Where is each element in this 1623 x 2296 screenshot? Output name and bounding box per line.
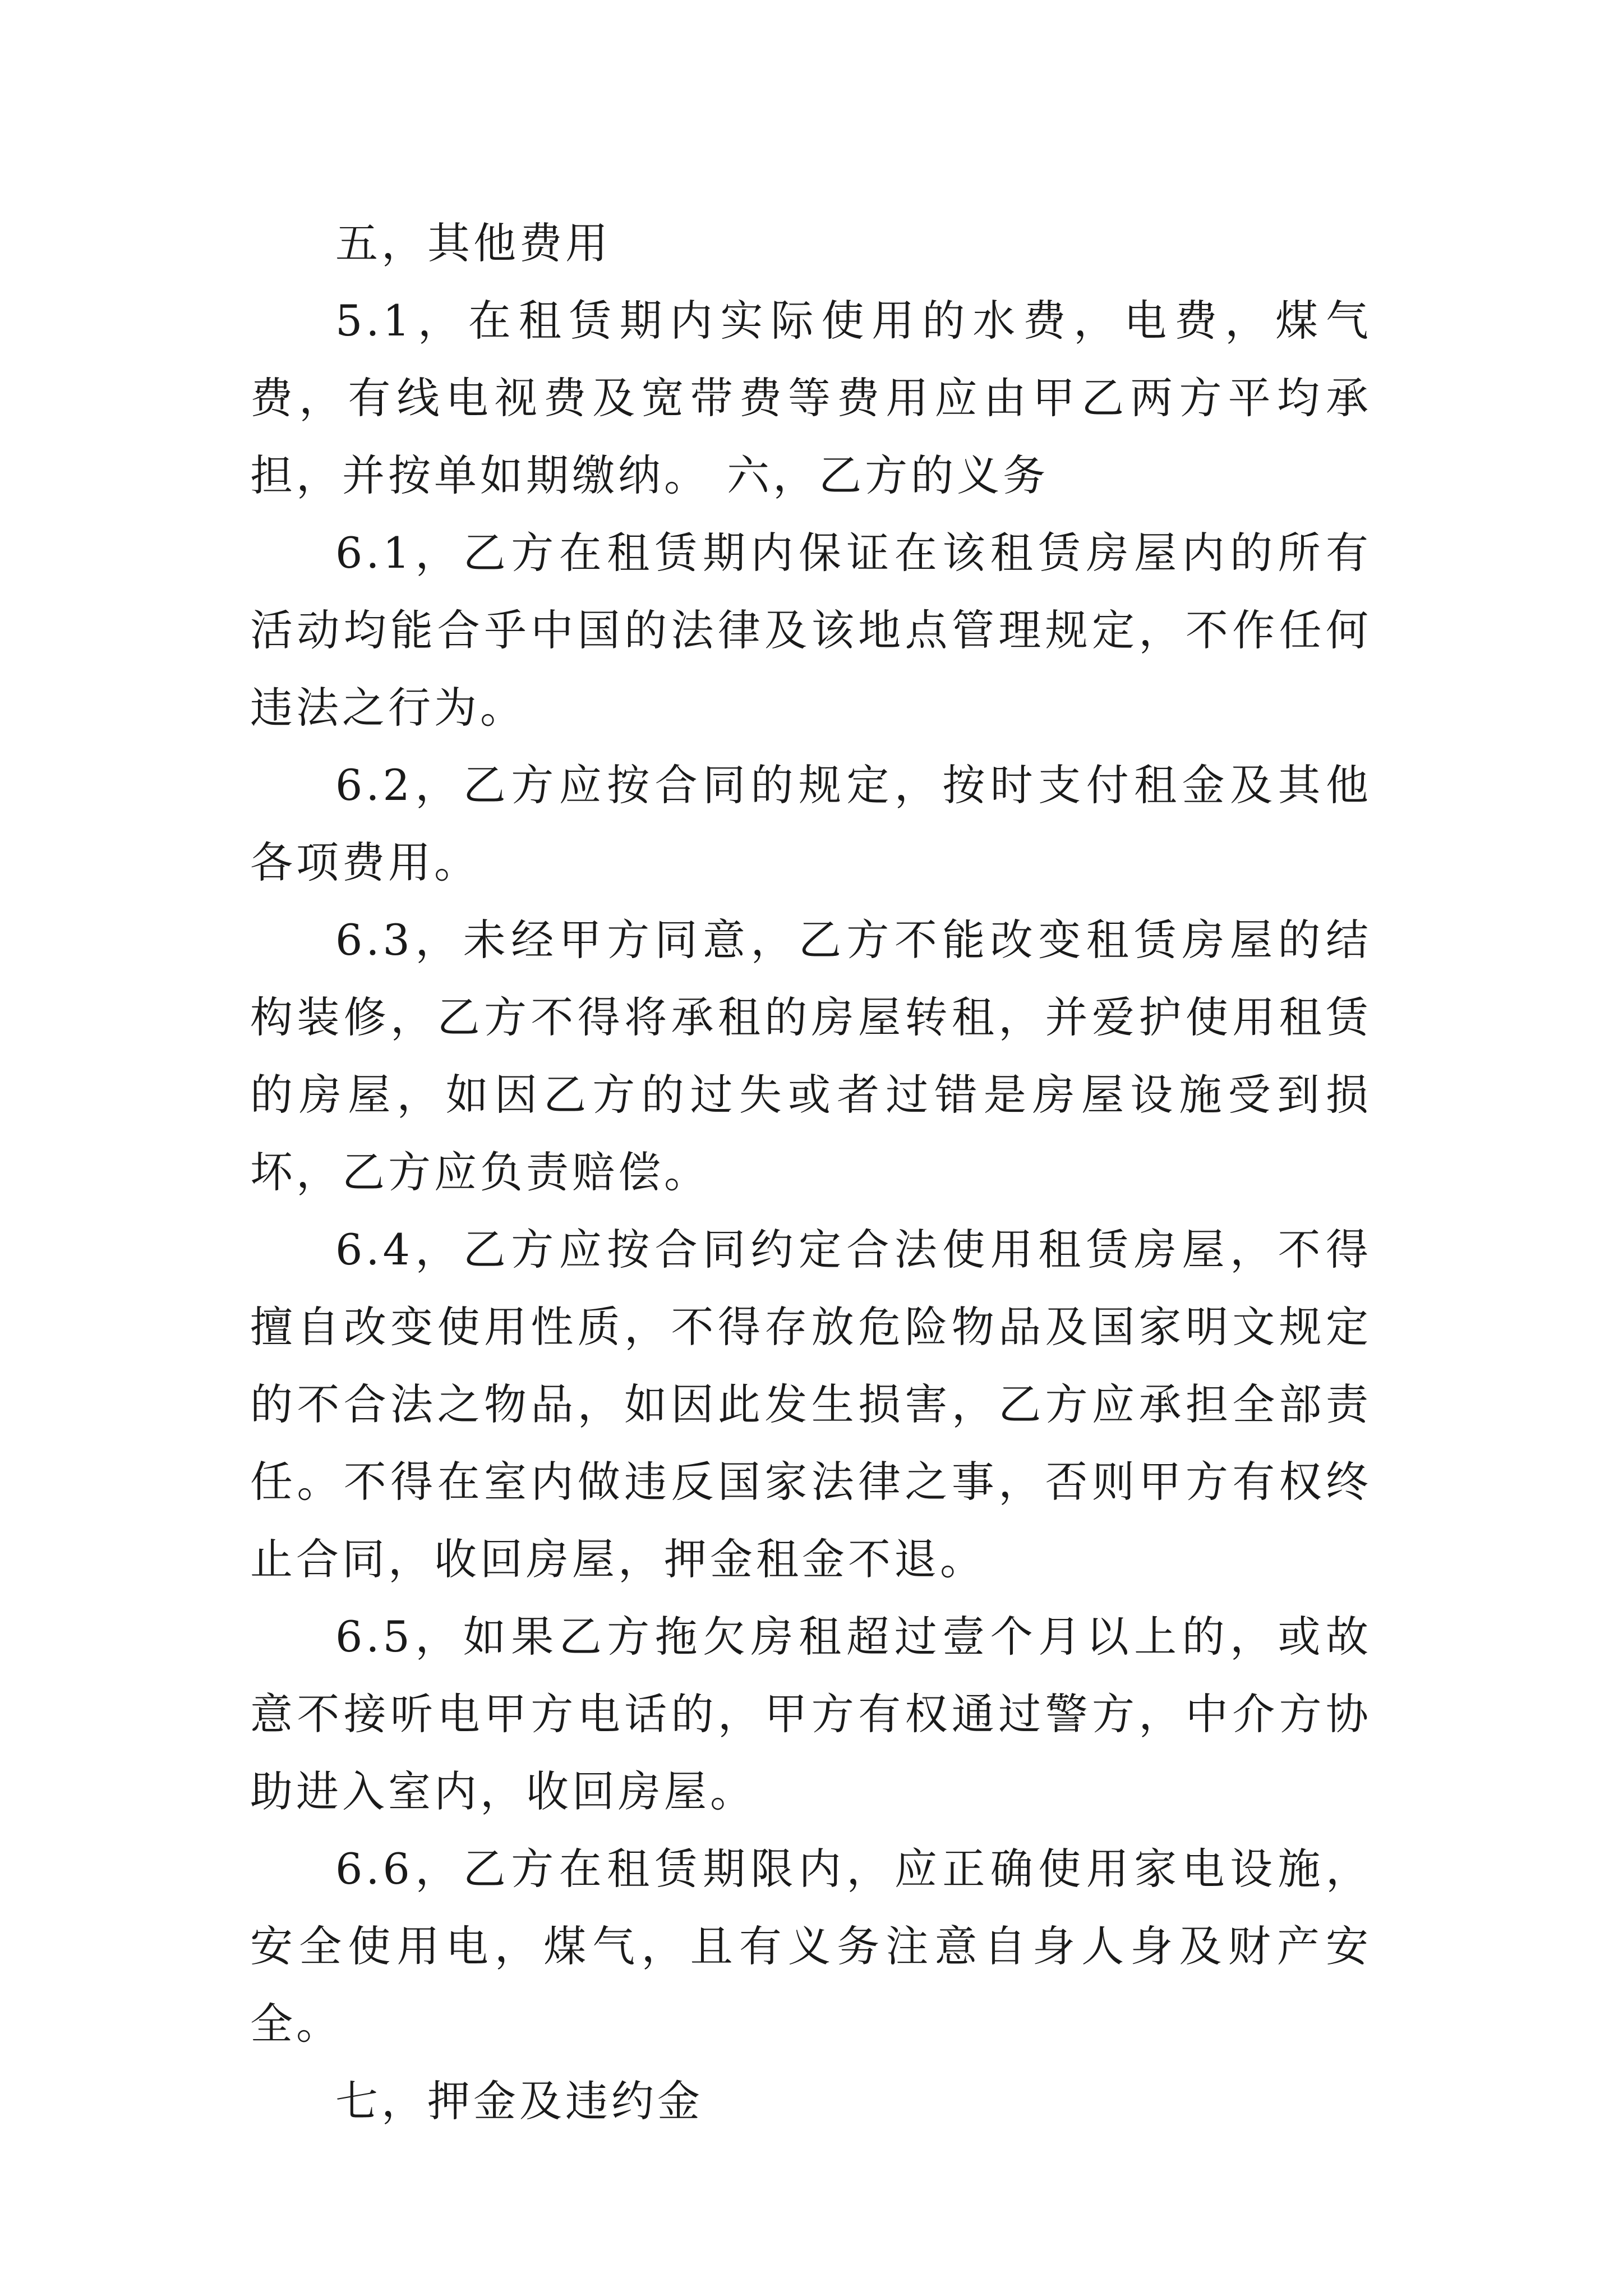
clause-6-4: 6.4，乙方应按合同约定合法使用租赁房屋，不得擅自改变使用性质，不得存放危险物品及国家明文规定的不合法之物品，如因此发生损害，乙方应承担全部责任。不得在室内做违反国家法律之事，否则甲方有权终止合同，收回房屋，押金租金不退。 <box>250 1225 1372 1584</box>
clause-5-1: 5.1，在租赁期内实际使用的水费，电费，煤气费，有线电视费及宽带费等费用应由甲乙两方平均承担，并按单如期缴纳。 六，乙方的义务 <box>250 296 1372 500</box>
clause-6-5: 6.5，如果乙方拖欠房租超过壹个月以上的，或故意不接听电甲方电话的，甲方有权通过警方，中介方协助进入室内，收回房屋。 <box>250 1612 1372 1816</box>
section-heading-deposit: 七，押金及违约金 <box>335 2076 703 2126</box>
section-heading-other-fees: 五，其他费用 <box>335 218 611 268</box>
clause-6-3: 6.3，未经甲方同意，乙方不能改变租赁房屋的结构装修，乙方不得将承租的房屋转租，并爱护使用租赁的房屋，如因乙方的过失或者过错是房屋设施受到损坏，乙方应负责赔偿。 <box>250 915 1372 1197</box>
clause-6-1: 6.1，乙方在租赁期内保证在该租赁房屋内的所有活动均能合乎中国的法律及该地点管理规定，不作任何违法之行为。 <box>250 528 1372 733</box>
document-body <box>250 205 1372 2140</box>
clause-6-6: 6.6，乙方在租赁期限内，应正确使用家电设施，安全使用电，煤气，且有义务注意自身人身及财产安全。 <box>250 1844 1372 2049</box>
clause-6-2: 6.2，乙方应按合同的规定，按时支付租金及其他各项费用。 <box>250 760 1372 887</box>
